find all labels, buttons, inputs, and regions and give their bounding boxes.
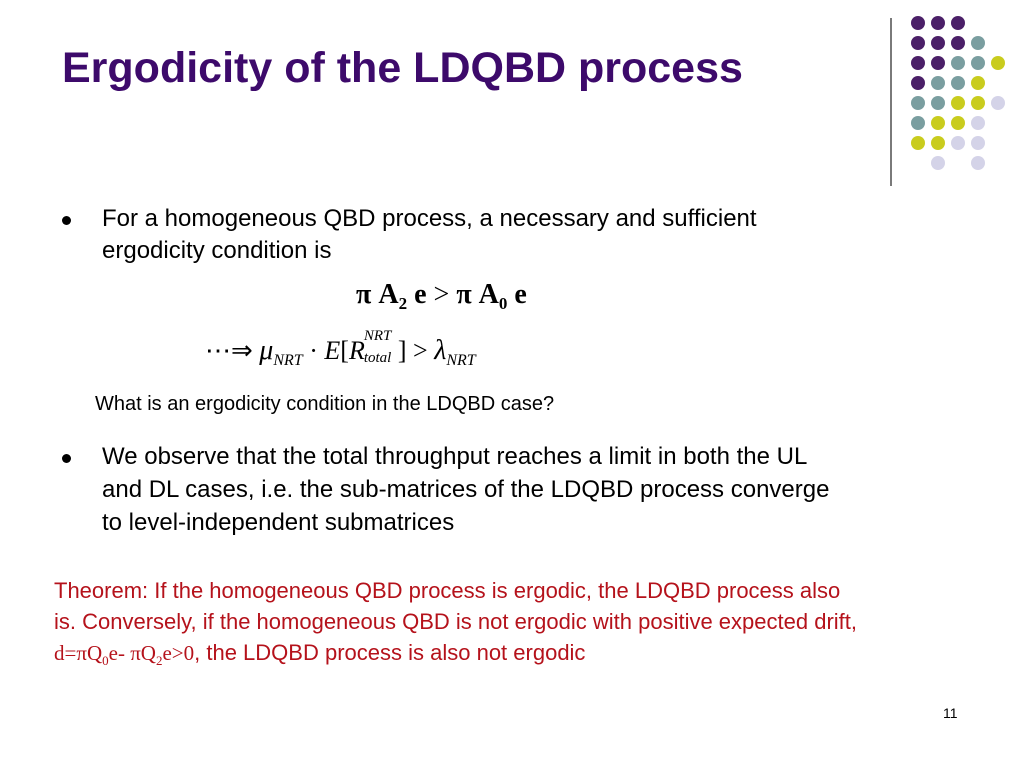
eq-sub-nrt: NRT	[273, 352, 303, 369]
eq-sub: 0	[498, 294, 508, 313]
page-number: 11	[943, 705, 958, 721]
formula-sub: 0	[102, 653, 109, 669]
bullet-text-line: We observe that the total throughput reaches a limit in both the UL	[102, 443, 808, 470]
formula-part: e- πQ	[108, 641, 156, 665]
theorem-line-rest: , the LDQBD process is also not ergodic	[194, 640, 586, 665]
formula-part: d=πQ	[54, 641, 103, 665]
decor-dot	[931, 56, 945, 70]
eq-A: A	[378, 279, 399, 310]
eq-pi: π	[356, 279, 372, 310]
decor-dot	[951, 76, 965, 90]
decor-dot	[931, 76, 945, 90]
eq-gt: >	[433, 279, 450, 310]
eq-sup-nrt: NRT	[363, 328, 392, 345]
eq-implies: ⋯⇒	[205, 336, 253, 365]
bullet-dot	[62, 454, 71, 463]
eq-A: A	[478, 279, 499, 310]
decor-dot	[911, 76, 925, 90]
eq-mu: μ	[259, 335, 274, 366]
decor-dot	[911, 56, 925, 70]
decor-dot	[971, 36, 985, 50]
decor-dot	[951, 16, 965, 30]
theorem-line-3	[54, 637, 1004, 676]
theorem-formula	[54, 641, 195, 669]
theorem-line: is. Conversely, if the homogeneous QBD is not ergodic with positive expected drift,	[54, 609, 857, 634]
theorem-block	[54, 575, 1004, 676]
decor-dot	[971, 56, 985, 70]
decor-dot	[951, 136, 965, 150]
decor-dot	[911, 36, 925, 50]
decor-dot	[991, 56, 1005, 70]
eq-sub-total: total	[363, 350, 392, 367]
bullet-text-line: ergodicity condition is	[102, 237, 332, 264]
decor-dot	[951, 116, 965, 130]
decor-dot	[931, 36, 945, 50]
slide-title: Ergodicity of the LDQBD process	[62, 44, 743, 92]
eq-sub-nrt: NRT	[446, 352, 476, 369]
eq-R: R	[348, 336, 365, 365]
decor-dot	[931, 96, 945, 110]
decor-dot	[931, 16, 945, 30]
decor-dot	[931, 156, 945, 170]
divider-line	[890, 18, 892, 186]
bullet-text-line: For a homogeneous QBD process, a necessary and sufficient	[102, 205, 757, 232]
eq-pi: π	[456, 279, 472, 310]
eq-dot: ·	[309, 336, 318, 365]
bullet-dot	[62, 216, 71, 225]
decor-dot	[931, 116, 945, 130]
decor-dot	[951, 96, 965, 110]
formula-part: e>0	[162, 641, 195, 665]
bullet-text-line: and DL cases, i.e. the sub-matrices of the LDQBD process converge	[102, 476, 830, 503]
eq-sub: 2	[398, 294, 408, 313]
eq-lambda: λ	[434, 335, 447, 366]
eq-e: e	[414, 279, 427, 310]
decor-dot	[911, 16, 925, 30]
question-text: What is an ergodicity condition in the LDQBD case?	[95, 393, 555, 415]
decor-dot	[931, 136, 945, 150]
decor-dot	[971, 116, 985, 130]
decor-dot	[911, 136, 925, 150]
decor-dot	[971, 76, 985, 90]
decor-dot	[911, 116, 925, 130]
decor-dot	[971, 136, 985, 150]
decor-dot	[991, 96, 1005, 110]
decor-dot	[951, 36, 965, 50]
equation-nrt-condition: ⋯⇒ $\mu_{NRT} \cdot E[R$ NRT total ] > $\lambda_{NRT}$	[205, 328, 476, 369]
decor-dot	[951, 56, 965, 70]
eq-e: e	[514, 279, 527, 310]
eq-gt: >	[413, 336, 428, 365]
theorem-line: Theorem: If the homogeneous QBD process is ergodic, the LDQBD process also	[54, 578, 841, 603]
decor-dot	[971, 156, 985, 170]
bullet-text-line: to level-independent submatrices	[102, 509, 455, 536]
eq-E: E	[324, 336, 341, 365]
equation-ergodicity-qbd	[356, 279, 527, 314]
decor-dot	[971, 96, 985, 110]
decor-dot	[911, 96, 925, 110]
formula-sub: 2	[155, 653, 163, 669]
